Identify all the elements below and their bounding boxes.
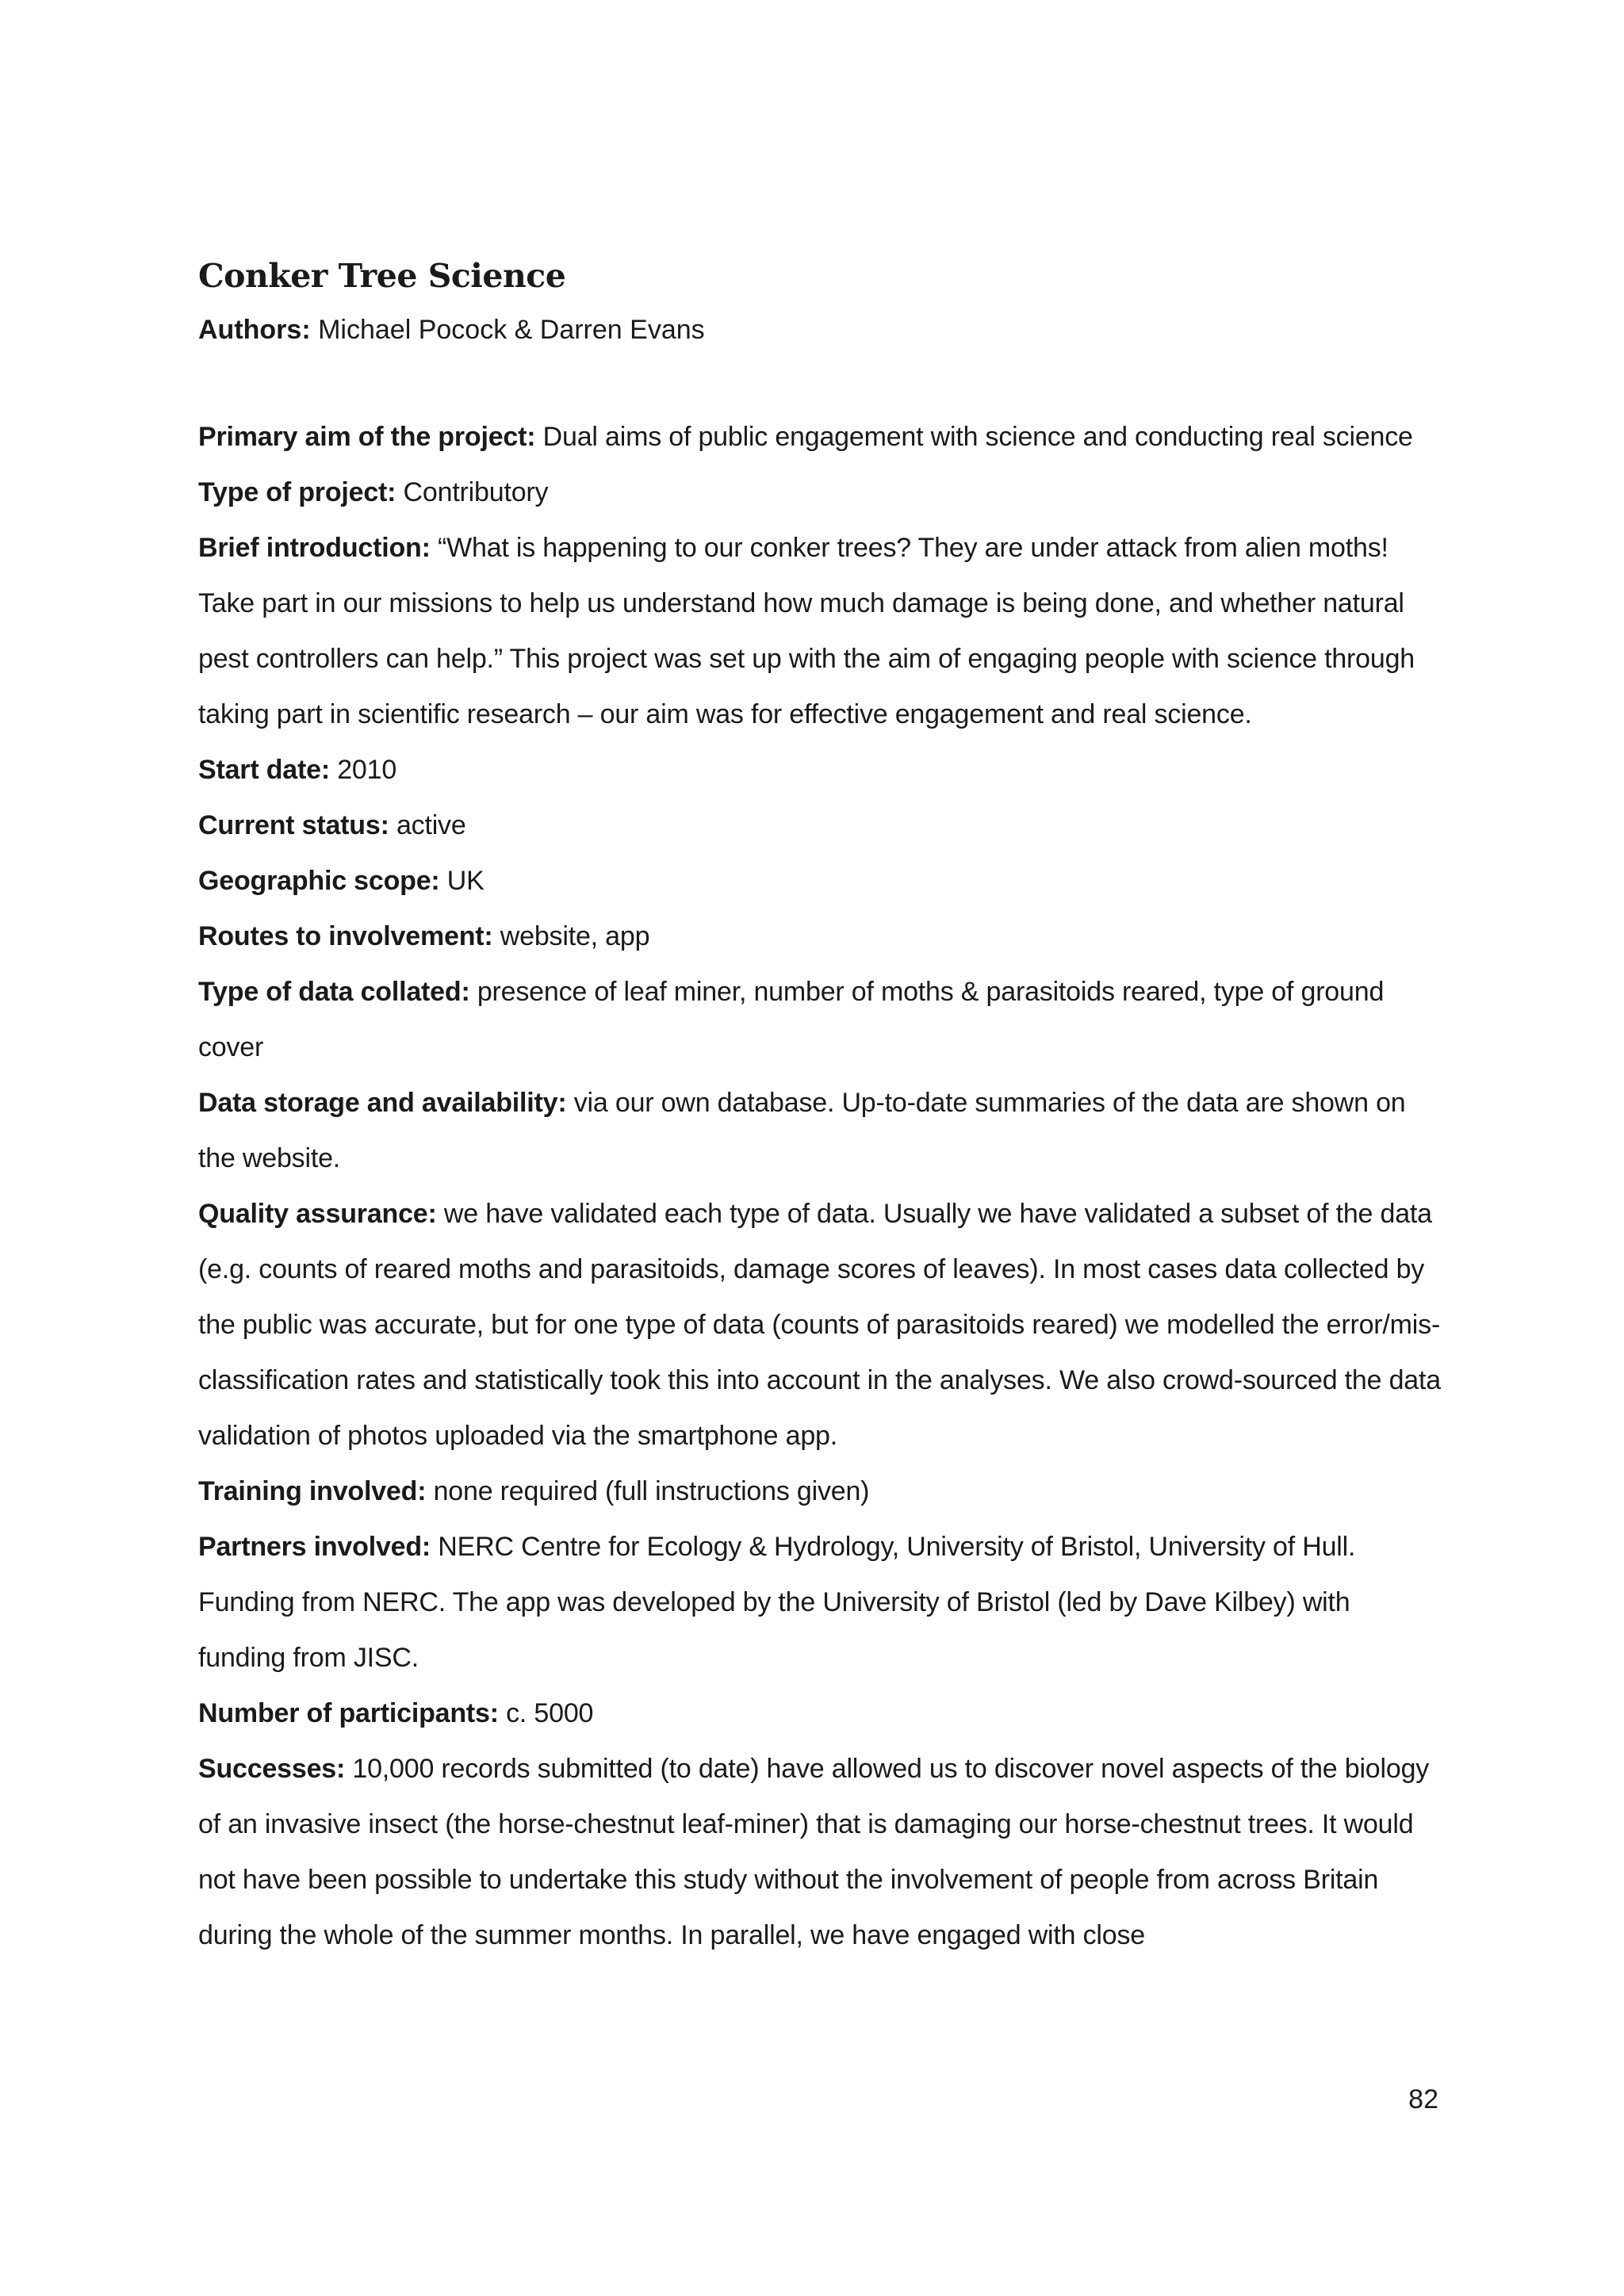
- field-label: Data storage and availability:: [198, 1088, 567, 1118]
- document-title: Conker Tree Science: [198, 257, 566, 295]
- page-number: 82: [1408, 2084, 1438, 2114]
- field-label: Brief introduction:: [198, 533, 431, 563]
- field-value: NERC Centre for Ecology & Hydrology, University of Bristol, University of Hull. Funding from NERC. The app was developed by the University of Bristol (led by Dave Kilbey) with funding from JISC.: [198, 1532, 1356, 1673]
- field-start-date: [198, 742, 1443, 798]
- field-label: Partners involved:: [198, 1532, 431, 1562]
- field-label: Type of data collated:: [198, 977, 470, 1007]
- field-label: Routes to involvement:: [198, 921, 493, 951]
- field-type-of-data-collated: [198, 964, 1443, 1075]
- field-geographic-scope: [198, 853, 1443, 909]
- field-number-of-participants: [198, 1686, 1443, 1741]
- field-primary-aim: [198, 409, 1443, 465]
- field-value: website, app: [492, 921, 650, 951]
- field-label: Geographic scope:: [198, 866, 440, 896]
- field-value: Dual aims of public engagement with science and conducting real science: [535, 422, 1413, 452]
- field-value: we have validated each type of data. Usually we have validated a subset of the data (e.g. counts of reared moths and parasitoids, damage scores of leaves). In most cases data collected by the public was accurate, but for one type of data (counts of parasitoids reared) we modelled the error/mis-classification rates and statistically took this into account in the analyses. We also crowd-sourced the data validation of photos uploaded via the smartphone app.: [198, 1199, 1441, 1451]
- field-brief-introduction: [198, 520, 1443, 742]
- field-value: Contributory: [396, 477, 549, 507]
- field-successes: [198, 1741, 1443, 1963]
- document-content: [198, 252, 1443, 1963]
- authors-value: Michael Pocock & Darren Evans: [310, 315, 705, 345]
- field-type-of-project: [198, 465, 1443, 520]
- field-label: Quality assurance:: [198, 1199, 437, 1229]
- field-value: “What is happening to our conker trees? They are under attack from alien moths! Take part in our missions to help us understand how much damage is being done, and whether natural pest controllers can help.” This project was set up with the aim of engaging people with science through taking part in scientific research – our aim was for effective engagement and real science.: [198, 533, 1415, 729]
- field-label: Type of project:: [198, 477, 396, 507]
- field-value: UK: [439, 866, 485, 896]
- authors-line: [198, 306, 1443, 354]
- field-value: via our own database. Up-to-date summaries of the data are shown on the website.: [198, 1088, 1406, 1173]
- field-training-involved: [198, 1464, 1443, 1519]
- field-label: Training involved:: [198, 1476, 427, 1506]
- field-value: active: [389, 810, 466, 840]
- field-label: Number of participants:: [198, 1698, 499, 1728]
- field-data-storage-availability: [198, 1075, 1443, 1186]
- field-label: Successes:: [198, 1754, 346, 1784]
- field-value: none required (full instructions given): [426, 1476, 870, 1506]
- authors-label: Authors:: [198, 315, 311, 345]
- field-partners-involved: [198, 1519, 1443, 1686]
- field-value: 2010: [329, 755, 397, 785]
- field-current-status: [198, 798, 1443, 853]
- field-label: Start date:: [198, 755, 330, 785]
- field-label: Current status:: [198, 810, 389, 840]
- field-quality-assurance: [198, 1186, 1443, 1464]
- field-value: presence of leaf miner, number of moths & parasitoids reared, type of ground cover: [198, 977, 1385, 1062]
- field-label: Primary aim of the project:: [198, 422, 536, 452]
- field-value: 10,000 records submitted (to date) have allowed us to discover novel aspects of the biology of an invasive insect (the horse-chestnut leaf-miner) that is damaging our horse-chestnut trees. It would not have been possible to undertake this study without the involvement of people from across Britain during the whole of the summer months. In parallel, we have engaged with close: [198, 1754, 1430, 1950]
- field-value: c. 5000: [498, 1698, 594, 1728]
- field-routes-to-involvement: [198, 909, 1443, 964]
